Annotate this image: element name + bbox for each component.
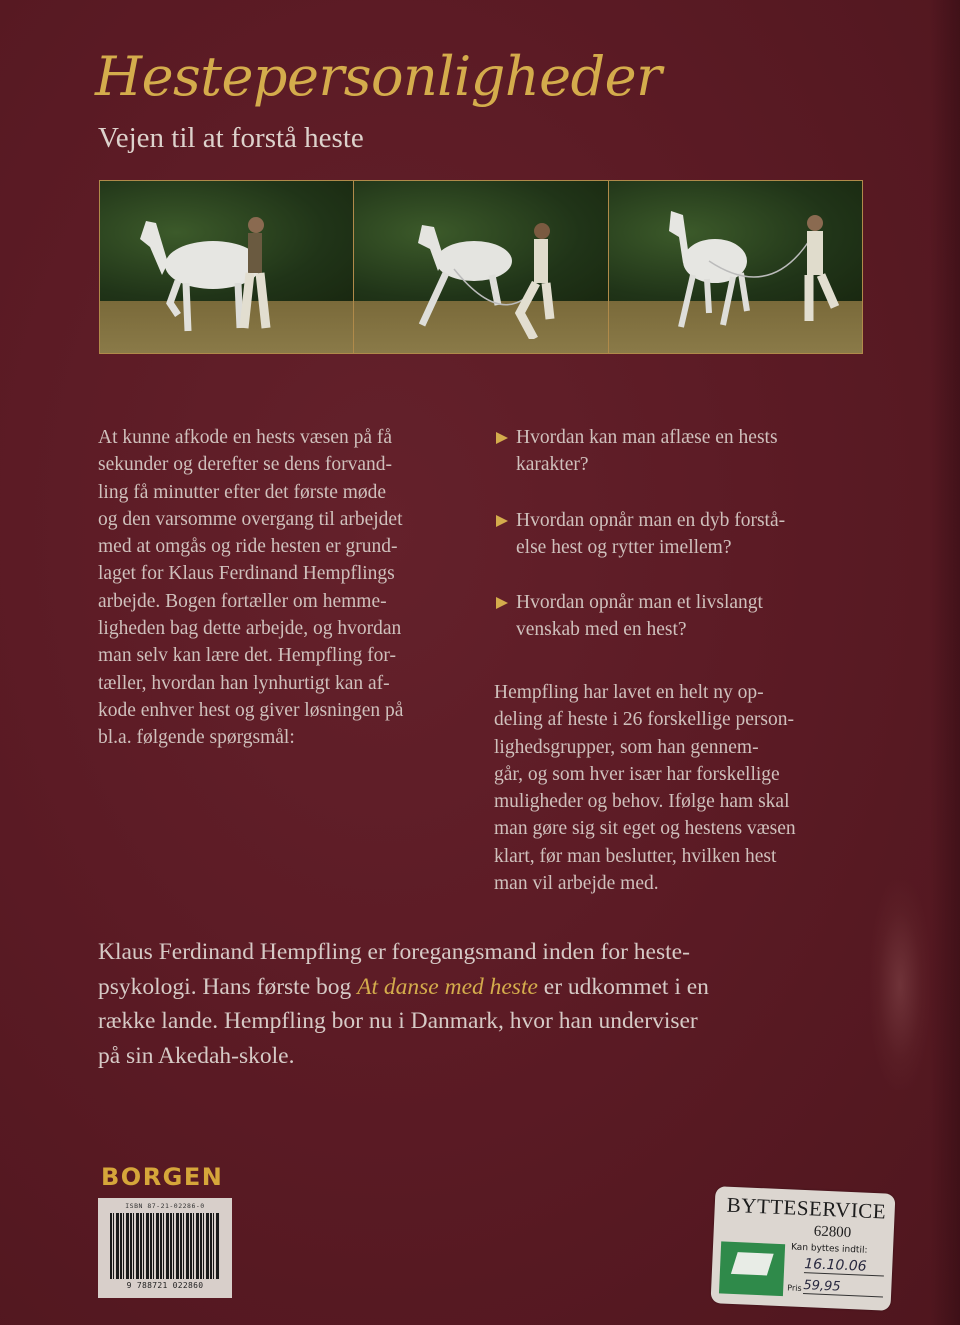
exchange-sticker (711, 1186, 896, 1311)
intro-line: sekunder og derefter se dens forvand- (98, 454, 393, 476)
price-label: Pris (787, 1283, 802, 1293)
summary-line: går, og som hver især har forskellige (494, 763, 780, 785)
photo-horse-lunge (354, 181, 608, 353)
ean-number: 9 788721 022860 (126, 1281, 204, 1290)
exchange-until-label: Kan byttes indtil: (790, 1242, 868, 1256)
photo-strip (99, 180, 863, 354)
intro-line: kode enhver hest og giver løsningen på (98, 699, 404, 721)
question-item: Hvordan opnår man en dyb forstå- else hest og rytter imellem? (494, 507, 864, 562)
bio-line: psykologi. Hans første bog At danse med heste er udkommet i en (98, 973, 709, 1000)
intro-line: og den varsomme overgang til arbejdet (98, 508, 403, 530)
exchange-date: 16.10.06 (804, 1256, 885, 1276)
summary-line: klart, før man beslutter, hvilken hest (494, 845, 777, 867)
horse-figure (128, 203, 278, 333)
book-title-reference: At danse med heste (357, 973, 538, 1000)
summary-line: deling af heste i 26 forskellige person- (494, 709, 794, 731)
isbn-number: ISBN 87-21-02286-0 (125, 1202, 205, 1210)
bio-line: række lande. Hempfling bor nu i Danmark, hvor han underviser (98, 1008, 698, 1034)
book-title: Hestepersonligheder (95, 45, 662, 108)
spine-shadow (930, 0, 960, 1325)
intro-line: tæller, hvordan han lynhurtigt kan af- (98, 672, 390, 694)
question-list (494, 424, 864, 672)
photo-horse-rearing (100, 181, 354, 353)
intro-line: man selv kan lære det. Hempfling for- (98, 645, 396, 667)
triangle-bullet-icon (496, 432, 508, 444)
book-subtitle: Vejen til at forstå heste (98, 122, 364, 154)
intro-line: ligheden bag dette arbejde, og hvordan (98, 618, 402, 640)
author-bio (98, 935, 858, 1073)
price-value: 59,95 (803, 1278, 884, 1297)
triangle-bullet-icon (496, 515, 508, 527)
summary-line: man gøre sig sit eget og hestens væsen (494, 818, 796, 840)
sticker-number: 62800 (813, 1223, 852, 1242)
intro-line: arbejde. Bogen fortæller om hemme- (98, 590, 387, 612)
isbn-barcode (98, 1198, 232, 1298)
photo-horse-trot (609, 181, 862, 353)
barcode-bars (110, 1213, 220, 1279)
publisher-logo: BORGEN (101, 1163, 224, 1191)
summary-line: man vil arbejde med. (494, 873, 659, 895)
intro-line: At kunne afkode en hests væsen på få (98, 427, 393, 448)
horse-figure (649, 201, 839, 341)
cover-wear-mark (870, 880, 930, 1090)
intro-line: med at omgås og ride hesten er grund- (98, 536, 398, 558)
bio-line: på sin Akedah-skole. (98, 1042, 295, 1069)
summary-paragraph (494, 679, 864, 897)
intro-line: bl.a. følgende spørgsmål: (98, 727, 295, 749)
intro-paragraph (98, 424, 470, 752)
bio-line: Klaus Ferdinand Hempfling er foregangsmand inden for heste- (98, 939, 690, 965)
triangle-bullet-icon (496, 597, 508, 609)
horse-figure (394, 209, 564, 339)
question-item: Hvordan kan man aflæse en hests karakter? (494, 424, 864, 479)
intro-line: laget for Klaus Ferdinand Hempflings (98, 563, 395, 585)
summary-line: Hempfling har lavet en helt ny op- (494, 682, 764, 703)
question-item: Hvordan opnår man et livslangt venskab med en hest? (494, 589, 864, 644)
summary-line: lighedsgrupper, som han gennem- (494, 736, 759, 758)
sticker-brand: BYTTESERVICE (726, 1192, 887, 1224)
intro-line: ling få minutter efter det første møde (98, 481, 387, 503)
summary-line: muligheder og behov. Ifølge ham skal (494, 791, 790, 813)
book-logo-icon (719, 1241, 785, 1296)
